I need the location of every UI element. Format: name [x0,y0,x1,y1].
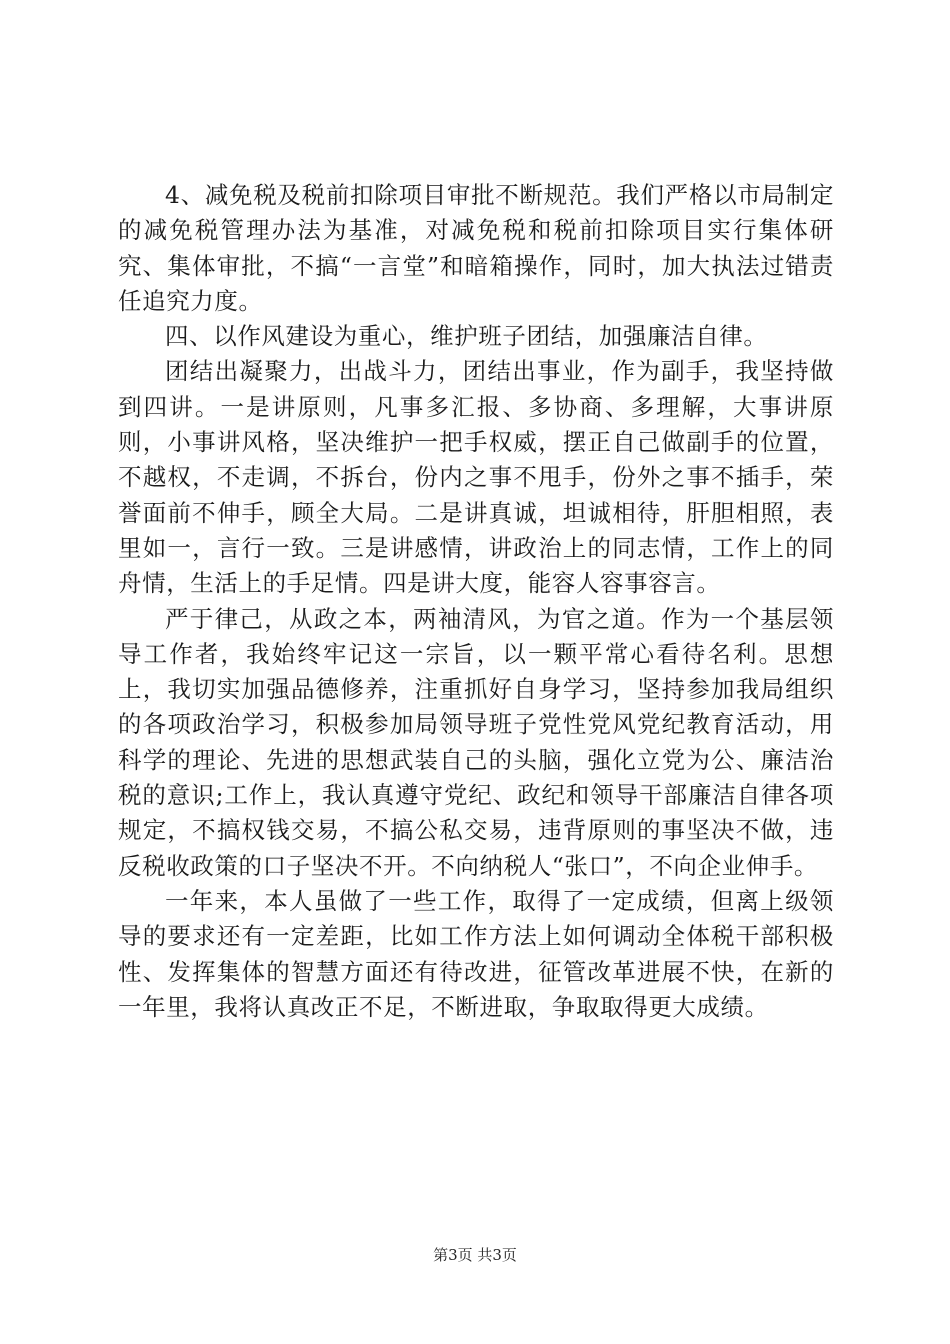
section-heading-work-style: 四、以作风建设为重心，维护班子团结，加强廉洁自律。 [165,322,768,351]
document-body [118,178,834,1025]
page-number-footer: 第3页 共3页 [433,1246,517,1264]
paragraph-team-unity: 团结出凝聚力，出战斗力，团结出事业，作为副手，我坚持做到四讲。一是讲原则，凡事多汇报、多协商、多理解，大事讲原则，小事讲风格，坚决维护一把手权威，摆正自己做副手的位置，不越权，不走调，不拆台，份内之事不甩手，份外之事不插手，荣誉面前不伸手，顾全大局。二是讲真诚，坦诚相待，肝胆相照，表里如一，言行一致。三是讲感情，讲政治上的同志情，工作上的同舟情，生活上的手足情。四是讲大度，能容人容事容言。 [118,357,834,598]
paragraph-tax-exemption-approval: 4、减免税及税前扣除项目审批不断规范。我们严格以市局制定的减免税管理办法为基准，对减免税和税前扣除项目实行集体研究、集体审批，不搞“一言堂”和暗箱操作，同时，加大执法过错责任追究力度。 [118,181,834,315]
paragraph-year-summary: 一年来，本人虽做了一些工作，取得了一定成绩，但离上级领导的要求还有一定差距，比如工作方法上如何调动全体税干部积极性、发挥集体的智慧方面还有待改进，征管改革进展不快，在新的一年里，我将认真改正不足，不断进取，争取取得更大成绩。 [118,886,834,1021]
paragraph-self-discipline: 严于律己，从政之本，两袖清风，为官之道。作为一个基层领导工作者，我始终牢记这一宗旨，以一颗平常心看待名利。思想上，我切实加强品德修养，注重抓好自身学习，坚持参加我局组织的各项政治学习，积极参加局领导班子党性党风党纪教育活动，用科学的理论、先进的思想武装自己的头脑，强化立党为公、廉洁治税的意识;工作上，我认真遵守党纪、政纪和领导干部廉洁自律各项规定，不搞权钱交易，不搞公私交易，违背原则的事坚决不做，违反税收政策的口子坚决不开。不向纳税人“张口”，不向企业伸手。 [118,604,834,880]
